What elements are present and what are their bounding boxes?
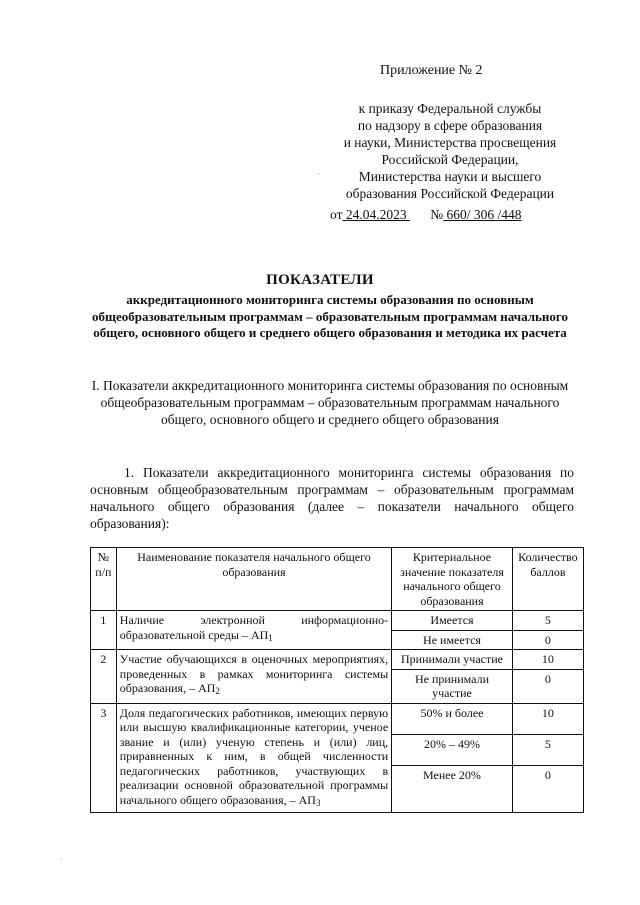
number-prefix: № [430,207,444,222]
section-heading: I. Показатели аккредитационного мониторинга системы образования по основным общеобразовательным программам – образовательным программам начального общего, основного общего и среднего общего образования [91,378,569,427]
indicator-name: Доля педагогических работников, имеющих первую или высшую квалификационные категории, ученое звание и (или) ученую степень и (или) лиц, приравненных к ним, в общей численности педагогических работников, участвующих в реализации основной образовательной программы начального общего образования, – $АП_3$ [116,703,391,813]
order-date: 24.04.2023 [342,207,410,222]
header-criterion: Критериальное значение показателя начального общего образования [392,548,513,611]
header-num: № п/п [91,548,117,611]
scan-mark: · [317,170,320,179]
criterion-value: Менее 20% [392,765,513,813]
order-reference [300,100,600,202]
score-value: 0 [512,765,583,813]
date-number-line [330,207,522,223]
row-num: 1 [91,611,117,650]
document-title: ПОКАЗАТЕЛИ [266,272,374,288]
table-header-row [91,548,584,611]
row-num: 2 [91,650,117,704]
order-number: 660/ 306 /448 [443,207,522,222]
indicators-table [90,547,584,813]
indicator-name: Участие обучающихся в оценочных мероприятиях, проведенных в рамках мониторинга системы образования, – $АП_2$ [116,650,391,704]
indicator-name: Наличие электронной информационно-образовательной среды – $АП_1$ [116,611,391,650]
intro-paragraph: 1. Показатели аккредитационного мониторинга системы образования по основным общеобразовательным программам – образовательным программам начального общего образования (далее – показатели начального общего образования): [90,465,574,531]
header-name: Наименование показателя начального общего образования [116,548,391,611]
date-prefix: от [330,207,343,222]
order-line: Российской Федерации, [381,152,519,167]
score-value: 10 [512,650,583,670]
table-row [91,611,584,631]
score-value: 0 [512,669,583,703]
document-subtitle: аккредитационного мониторинга системы образования по основным общеобразовательным программам – образовательным программам начального общего, основного общего и среднего общего образования и методика их расчета [92,292,568,340]
order-line: Министерства науки и высшего [358,169,542,184]
order-line: к приказу Федеральной службы [358,101,542,116]
criterion-value: 20% – 49% [392,734,513,765]
score-value: 10 [512,703,583,734]
criterion-value: Не имеется [392,630,513,650]
table-row [91,650,584,670]
score-value: 5 [512,734,583,765]
order-line: образования Российской Федерации [345,186,555,201]
appendix-title: Приложение № 2 [380,63,483,78]
score-value: 5 [512,611,583,631]
header-score: Количество баллов [512,548,583,611]
criterion-value: Принимали участие [392,650,513,670]
row-num: 3 [91,703,117,813]
criterion-value: 50% и более [392,703,513,734]
order-line: по надзору в сфере образования [357,118,543,133]
table-row [91,703,584,734]
criterion-value: Имеется [392,611,513,631]
scan-mark: · [60,855,63,864]
criterion-value: Не принимали участие [392,669,513,703]
order-line: и науки, Министерства просвещения [343,135,557,150]
score-value: 0 [512,630,583,650]
